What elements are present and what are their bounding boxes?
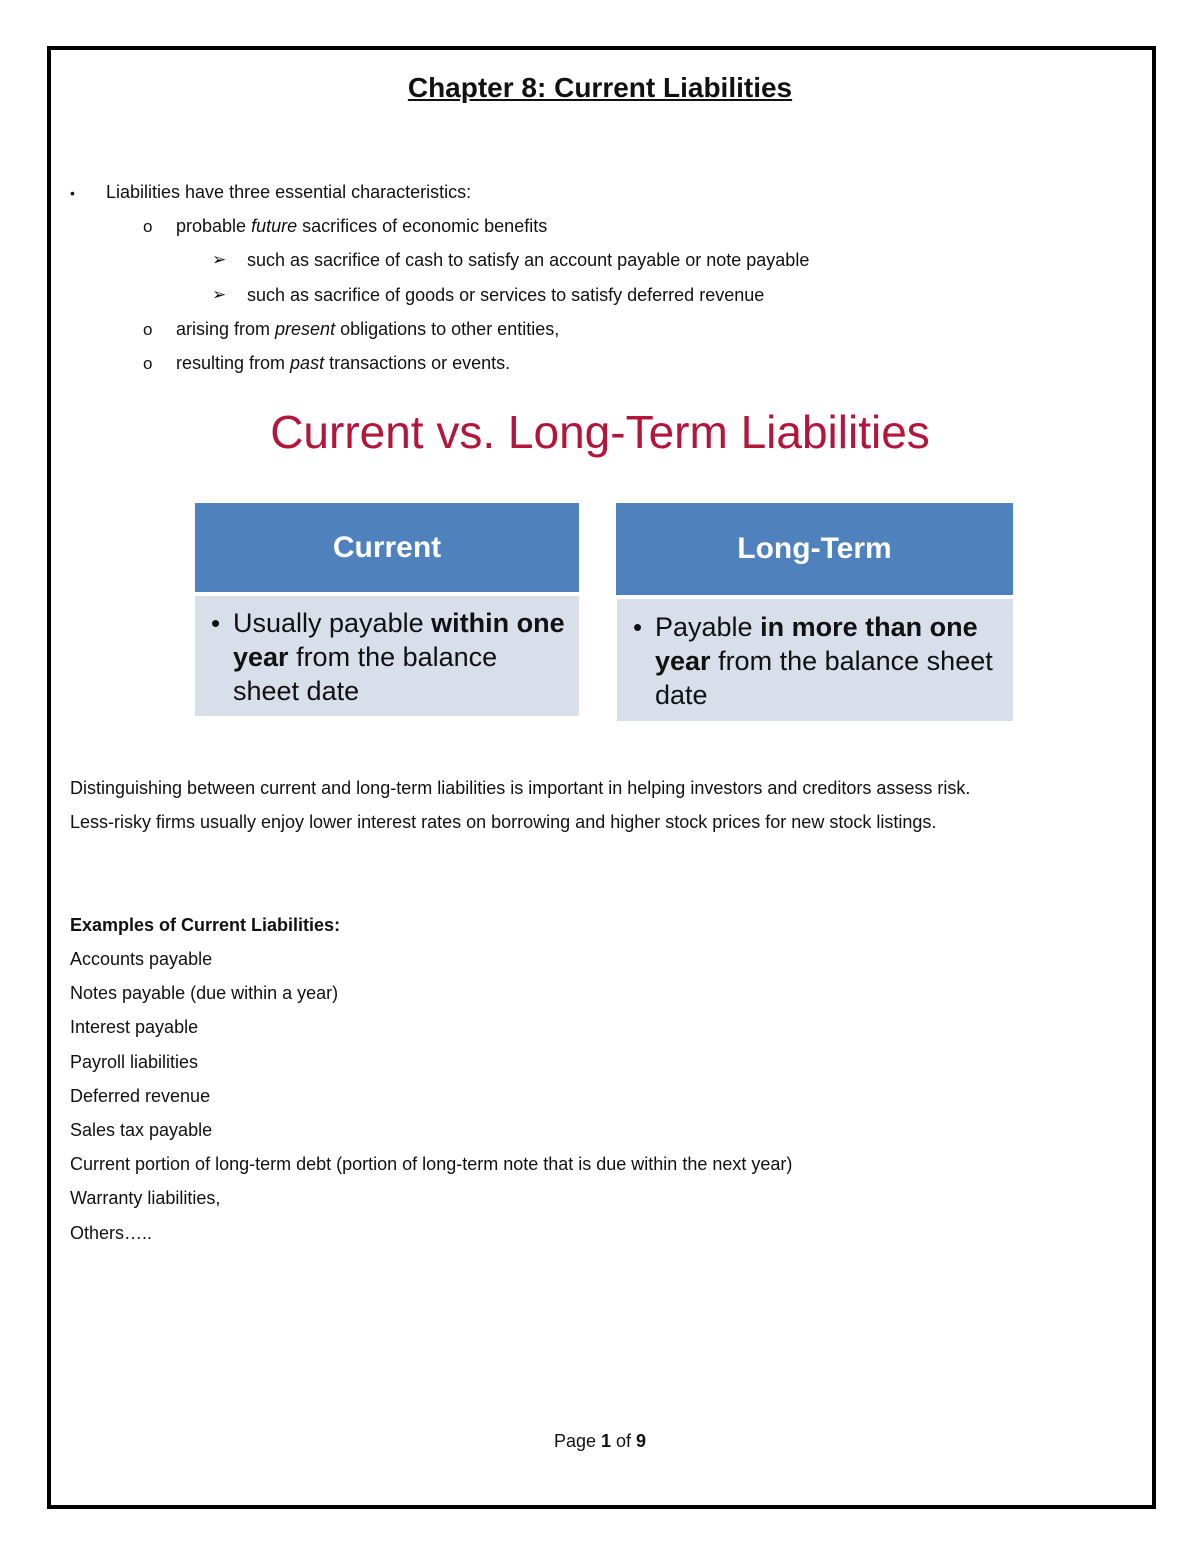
circle-bullet-icon: o bbox=[143, 217, 153, 236]
list-item: Interest payable bbox=[70, 1017, 199, 1037]
page-number-mid: of bbox=[611, 1431, 637, 1451]
circle-bullet-icon: o bbox=[143, 354, 153, 373]
intro-bullet-text: Liabilities have three essential characteristics: bbox=[106, 182, 472, 202]
characteristic-future-post: sacrifices of economic benefits bbox=[297, 216, 548, 236]
characteristic-present-em: present bbox=[275, 319, 336, 339]
characteristic-past-post: transactions or events. bbox=[324, 353, 511, 373]
list-item: Notes payable (due within a year) bbox=[70, 983, 339, 1003]
example-cash: such as sacrifice of cash to satisfy an account payable or note payable bbox=[247, 250, 810, 270]
list-item: Sales tax payable bbox=[70, 1120, 213, 1140]
arrow-bullet-icon: ➢ bbox=[212, 285, 227, 304]
current-text-post: from the balance sheet date bbox=[233, 642, 498, 706]
longterm-text-post: from the balance sheet date bbox=[655, 646, 993, 710]
current-text-pre: Usually payable bbox=[233, 608, 432, 638]
bullet-marker: • bbox=[70, 185, 75, 201]
longterm-card-header: Long-Term bbox=[616, 503, 1013, 595]
page-title: Chapter 8: Current Liabilities bbox=[407, 72, 793, 103]
current-card-header: Current bbox=[195, 503, 579, 592]
characteristic-past-em: past bbox=[290, 353, 325, 373]
current-card-text bbox=[209, 606, 565, 708]
characteristic-present-post: obligations to other entities, bbox=[335, 319, 560, 339]
characteristic-present bbox=[176, 317, 559, 341]
characteristic-past-pre: resulting from bbox=[176, 353, 291, 373]
arrow-bullet-icon: ➢ bbox=[212, 250, 227, 269]
page-number-pre: Page bbox=[553, 1431, 601, 1451]
circle-bullet-icon: o bbox=[143, 320, 153, 339]
page-number bbox=[0, 1431, 1200, 1452]
characteristic-future-pre: probable bbox=[176, 216, 252, 236]
list-item: Warranty liabilities, bbox=[70, 1188, 221, 1208]
characteristic-present-pre: arising from bbox=[176, 319, 276, 339]
longterm-text-pre: Payable bbox=[655, 612, 761, 642]
slide-title: Current vs. Long-Term Liabilities bbox=[270, 406, 930, 458]
longterm-card-body bbox=[617, 599, 1013, 721]
paragraph-line-2: Less-risky firms usually enjoy lower interest rates on borrowing and higher stock prices for new stock listings. bbox=[70, 812, 937, 832]
longterm-text-bold: in more than one year bbox=[655, 612, 978, 676]
list-item: Others….. bbox=[70, 1223, 153, 1243]
example-goods: such as sacrifice of goods or services to satisfy deferred revenue bbox=[247, 285, 765, 305]
longterm-card-text bbox=[631, 610, 997, 712]
list-item: Payroll liabilities bbox=[70, 1052, 199, 1072]
list-item: Deferred revenue bbox=[70, 1086, 211, 1106]
page-number-current: 1 bbox=[601, 1431, 612, 1451]
characteristic-past bbox=[176, 351, 510, 375]
list-item: Accounts payable bbox=[70, 949, 213, 969]
list-item: Current portion of long-term debt (portion of long-term note that is due within the next year) bbox=[70, 1154, 793, 1174]
intro-bullet bbox=[70, 180, 75, 205]
current-text-bold: within one year bbox=[233, 608, 565, 672]
page-number-total: 9 bbox=[636, 1431, 647, 1451]
paragraph-line-1: Distinguishing between current and long-term liabilities is important in helping investors and creditors assess risk. bbox=[70, 778, 971, 798]
characteristic-future-em: future bbox=[251, 216, 298, 236]
characteristic-future bbox=[176, 214, 547, 238]
current-card-body bbox=[195, 596, 579, 716]
examples-heading: Examples of Current Liabilities: bbox=[70, 915, 341, 935]
